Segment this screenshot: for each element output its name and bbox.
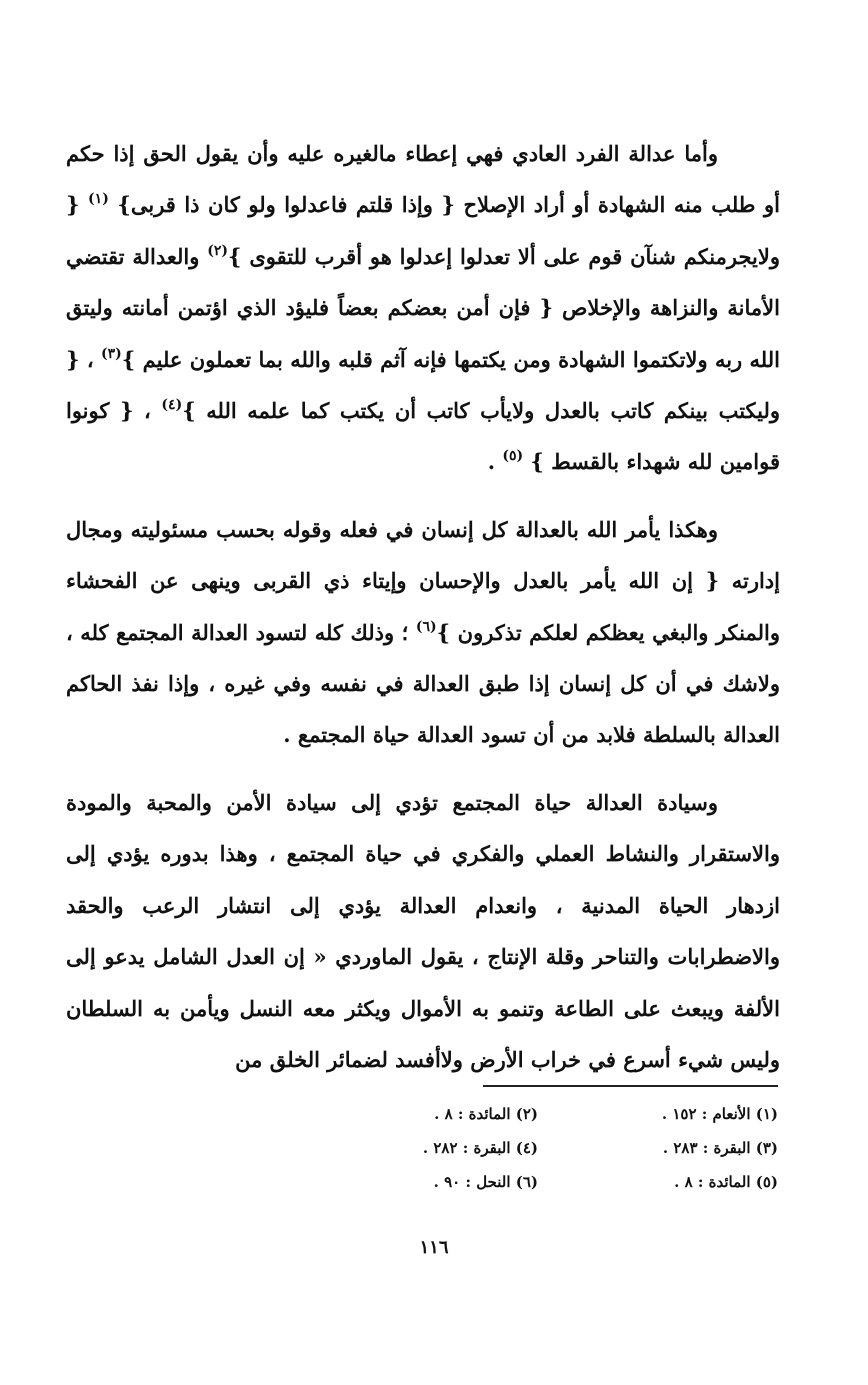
page-number: ١١٦ (419, 1237, 449, 1258)
paragraph (66, 777, 780, 1085)
footnote: (٤) البقرة : ٢٨٢ . (422, 1139, 538, 1157)
footnote: (٦) النحل : ٩٠ . (433, 1173, 538, 1191)
footnotes (298, 1097, 778, 1199)
footnote-reference: (٤) (161, 397, 183, 414)
footnote-reference: (٦) (415, 618, 437, 635)
paragraph-text: وهكذا يأمر الله بالعدالة كل إنسان في فعله وقوله بحسب مسئوليته ومجال إدارته { إن الله يأمر بالعدل والإحسان وإيتاء ذي القربى وينهى عن الفحشاء والمنكر والبغي يعظكم لعلكم تذكرون } (66, 516, 780, 645)
footnote: (٥) المائدة : ٨ . (674, 1173, 778, 1191)
footnote-reference: (٢) (207, 242, 229, 259)
footnote-separator (483, 1085, 778, 1087)
paragraph-text: . (487, 449, 503, 475)
footnote-reference: (١) (88, 191, 109, 208)
footnote-reference: (٣) (101, 345, 122, 362)
paragraph-text: وأما عدالة الفرد العادي فهي إعطاء مالغيره عليه وأن يقول الحق إذا حكم أو طلب منه الشهادة أو أراد الإصلاح { وإذا قلتم فاعدلوا ولو كان ذا قربى} (66, 141, 780, 218)
paragraph-text: والعدالة تقتضي الأمانة والنزاهة والإخلاص { فإن أمن بعضكم بعضاً فليؤد الذي اؤتمن أمانته وليتق الله ربه ولاتكتموا الشهادة ومن يكتمها فإنه آثم قلبه والله بما تعملون عليم } (66, 243, 780, 372)
paragraph-text: ؛ وذلك كله لتسود العدالة المجتمع كله ، ولاشك في أن كل إنسان إذا طبق العدالة في نفسه وفي غيره ، وإذا نفذ الحاكم العدالة بالسلطة فلابد من أن تسود العدالة حياة المجتمع . (66, 619, 780, 748)
paragraph (66, 504, 780, 761)
footnote: (٣) البقرة : ٢٨٣ . (662, 1139, 778, 1157)
footnote: (١) الأنعام : ١٥٢ . (661, 1105, 778, 1123)
paragraph-text: ، { وليكتب بينكم كاتب بالعدل ولايأب كاتب أن يكتب كما علمه الله } (66, 346, 781, 424)
paragraph-text: { ولايجرمنكم شنآن قوم على ألا تعدلوا إعدلوا هو أقرب للتقوى } (66, 192, 780, 269)
footnote-row (298, 1131, 778, 1165)
footnote-row (298, 1165, 778, 1199)
footnote-reference: (٥) (502, 448, 524, 465)
paragraph (66, 128, 780, 488)
paragraph-text: ، { كونوا قوامين لله شهداء بالقسط } (66, 398, 780, 475)
footnote: (٢) المائدة : ٨ . (434, 1105, 538, 1123)
footnote-row (298, 1097, 778, 1131)
paragraph-text: وسيادة العدالة حياة المجتمع تؤدي إلى سيادة الأمن والمحبة والمودة والاستقرار والنشاط العملي والفكري في حياة المجتمع ، وهذا بدوره يؤدي إلى ازدهار الحياة المدنية ، وانعدام العدالة يؤدي إلى انتشار الرعب والحقد والاضطرابات والتناحر وقلة الإنتاج ، يقول الماوردي « إن العدل الشامل يدعو إلى الألفة ويبعث على الطاعة وتنمو به الأموال ويكثر معه النسل ويأمن به السلطان وليس شيء أسرع في خراب الأرض ولاأفسد لضمائر الخلق من (66, 789, 780, 1072)
body-text (66, 128, 780, 1085)
